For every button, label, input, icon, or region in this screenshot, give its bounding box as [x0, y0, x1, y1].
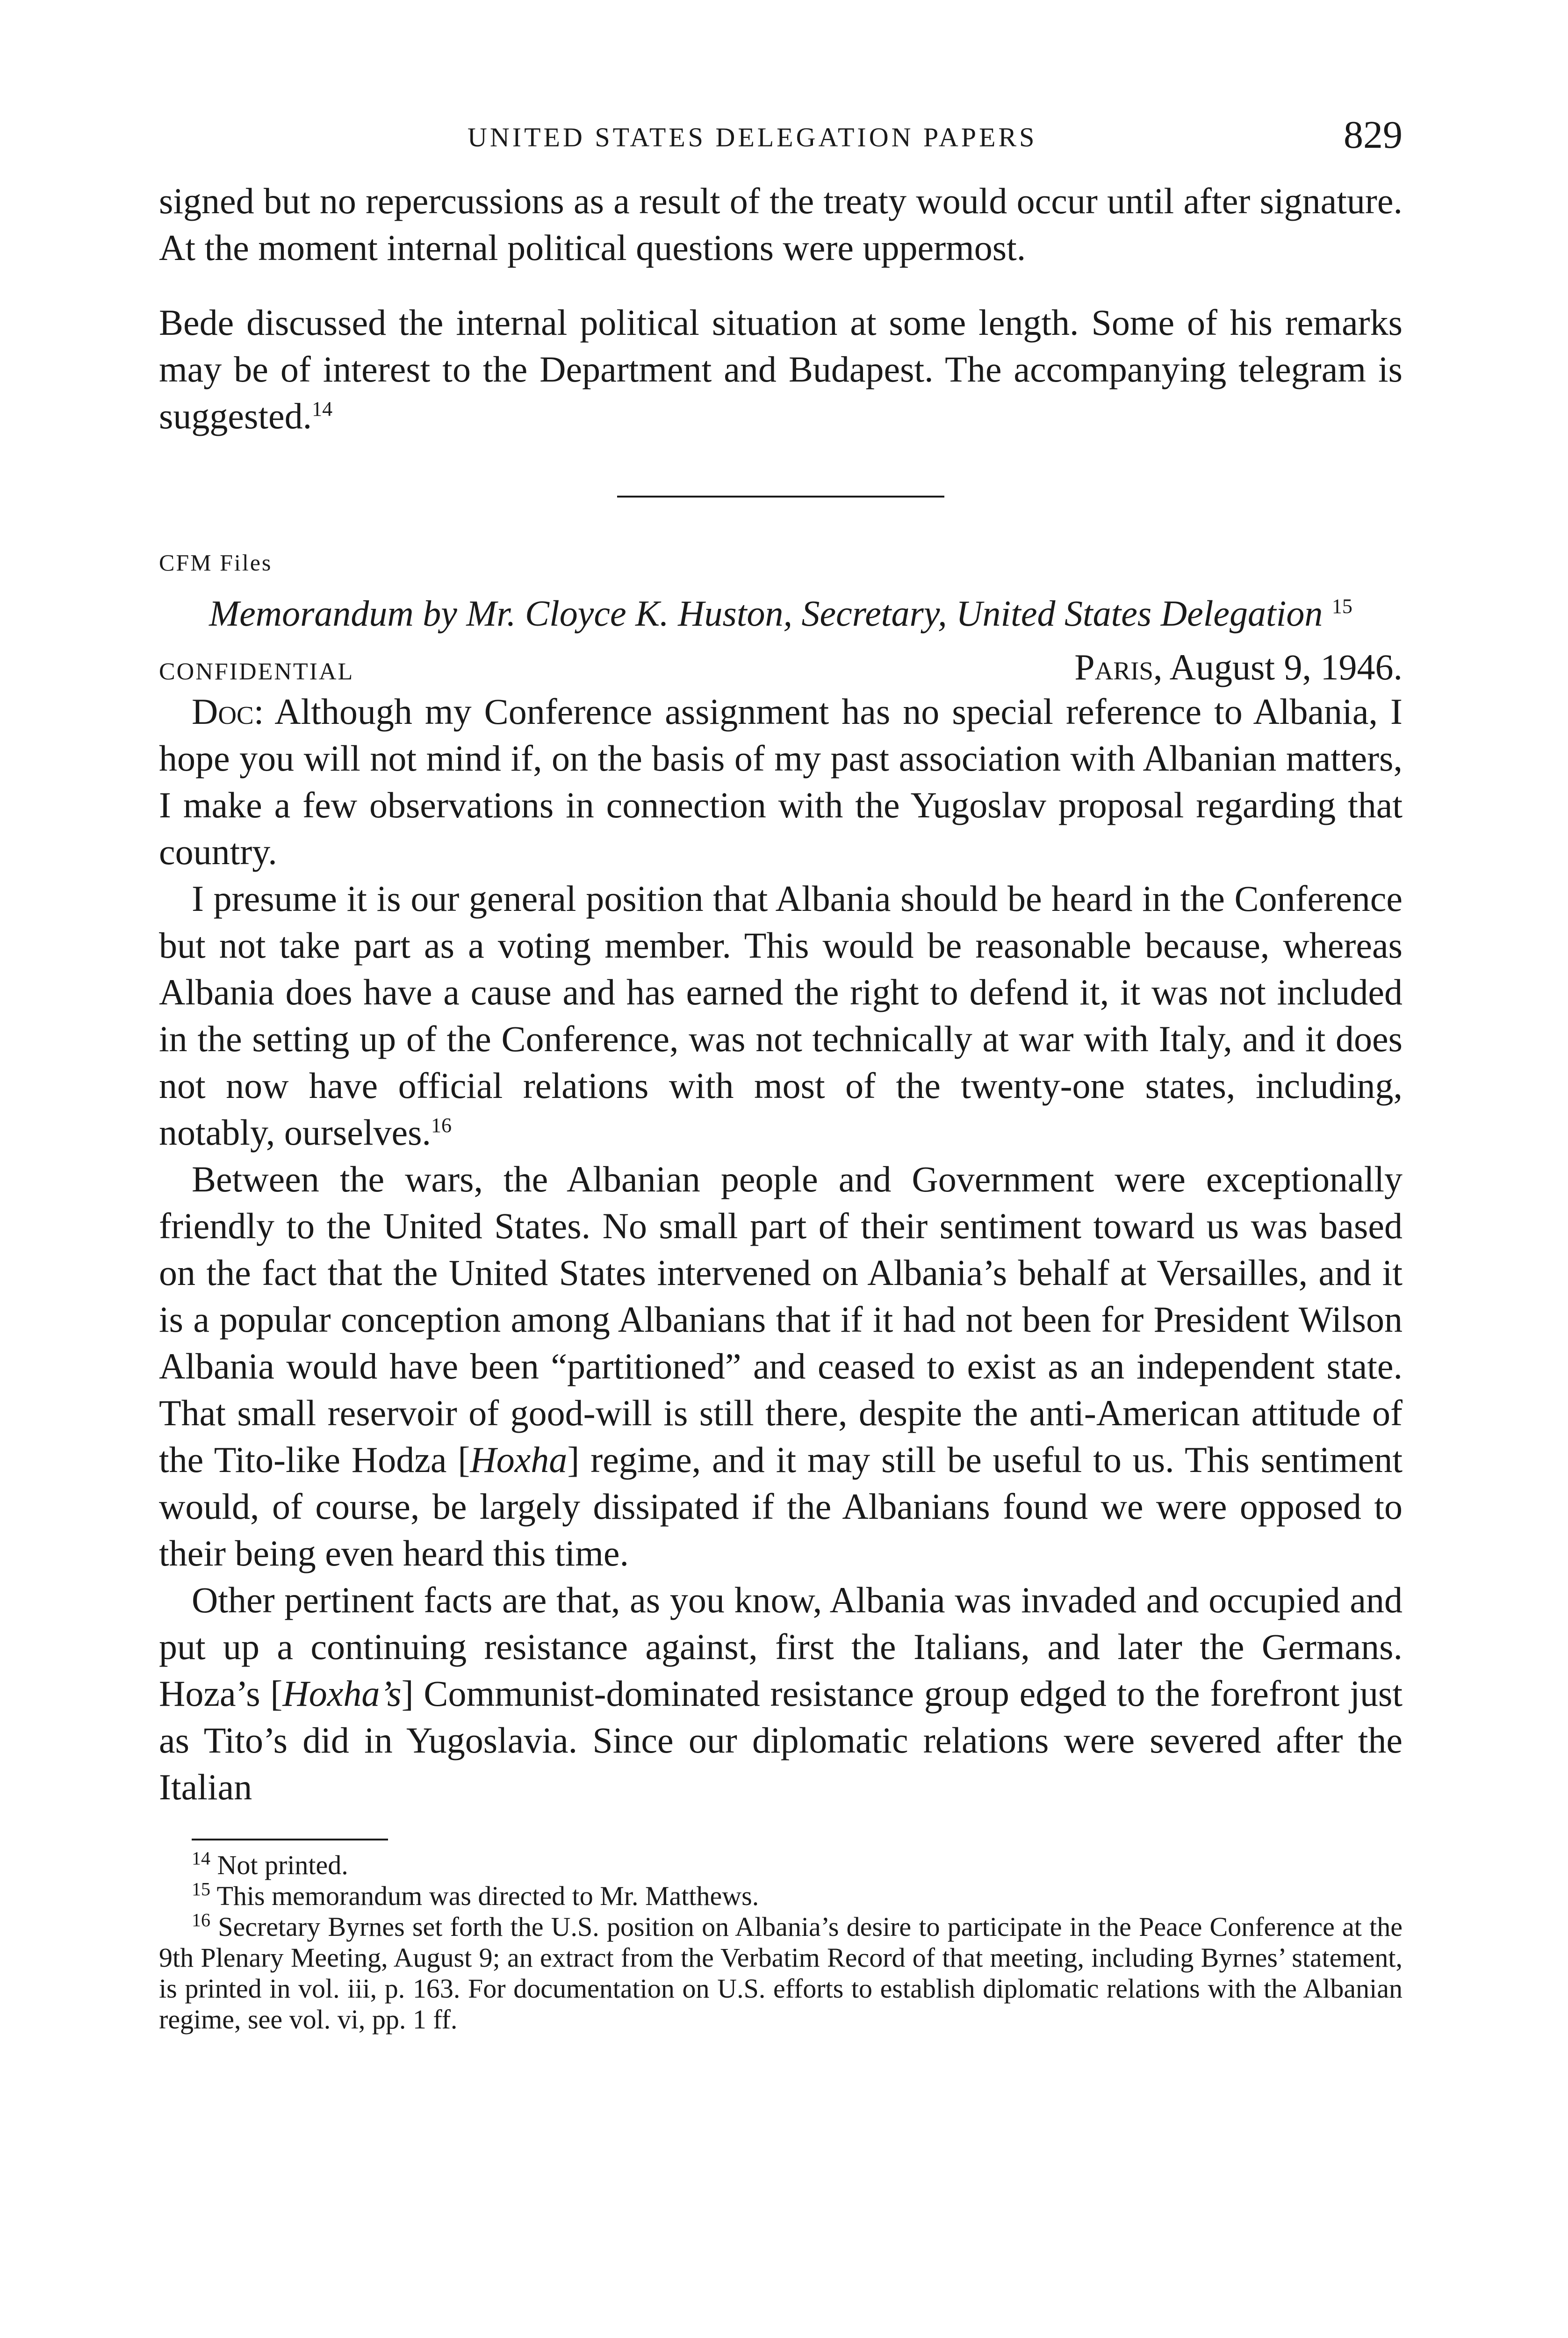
footnote	[159, 1878, 1403, 1912]
salutation: Doc:	[192, 691, 264, 732]
footnote-divider	[192, 1839, 388, 1840]
body-paragraph-2-text: I presume it is our general position that Albania should be heard in the Conference but not take part as a voting member. This would be reasonable because, whereas Albania does have a cause and has earned the right to defend it, it was not included in the setting up of the Conference, was not technically at war with Italy, and it does not now have official relations with most of the twenty-one states, including, notably, ourselves.	[159, 878, 1403, 1153]
footnote	[159, 1909, 1403, 2035]
footnote-text: Secretary Byrnes set forth the U.S. position on Albania’s desire to participate in the Peace Conference at the 9th Plenary Meeting, August 9; an extract from the Verbatim Record of that meeting, including Byrnes’ statement, is printed in vol. iii, p. 163. For documentation on U.S. efforts to establish diplomatic relations with the Albanian regime, see vol. vi, pp. 1 ff.	[159, 1912, 1403, 2035]
footnote-number: 14	[192, 1847, 210, 1869]
intro-paragraph-2	[159, 299, 1403, 440]
body-paragraph-4	[159, 1577, 1403, 1811]
date: August 9, 1946.	[1169, 647, 1403, 687]
document-title-text: Memorandum by Mr. Cloyce K. Huston, Secretary, United States Delegation	[209, 593, 1323, 634]
classification: CONFIDENTIAL	[159, 658, 354, 685]
body-paragraph-4-text-b: ] Communist-dominated resistance group edged to the forefront just as Tito’s did in Yugoslavia. Since our diplomatic relations were severed after the Italian	[159, 1673, 1403, 1807]
intro-paragraph-2-text: Bede discussed the internal political situation at some length. Some of his remarks may be of interest to the Department and Budapest. The accompanying telegram is suggested.	[159, 302, 1403, 436]
body-paragraph-3	[159, 1156, 1403, 1577]
body-paragraph-1	[159, 688, 1403, 875]
document-source: CFM Files	[159, 549, 273, 576]
section-divider	[617, 496, 944, 498]
footnote-ref-14: 14	[312, 397, 333, 420]
place: Paris,	[1074, 647, 1163, 687]
body-paragraph-1-text: Although my Conference assignment has no special reference to Albania, I hope you will not mind if, on the basis of my past association with Albanian matters, I make a few observations in connection with the Yugoslav proposal regarding that country.	[159, 691, 1403, 872]
page-number: 829	[1344, 113, 1403, 157]
editorial-correction-hoxhas: Hoxha’s	[282, 1673, 402, 1714]
body-paragraph-3-text-a: Between the wars, the Albanian people and Government were exceptionally friendly to the United States. No small part of their sentiment toward us was based on the fact that the United States intervened on Albania’s behalf at Versailles, and it is a popular conception among Albanians that if it had not been for President Wilson Albania would have been “partitioned” and ceased to exist as an independent state. That small reservoir of good-will is still there, despite the anti-American attitude of the Tito-like Hodza [	[159, 1159, 1403, 1480]
running-title: UNITED STATES DELEGATION PAPERS	[468, 122, 1037, 152]
body-paragraph-4-text-a: Other pertinent facts are that, as you know, Albania was invaded and occupied and put up a continuing resistance against, first the Italians, and later the Germans. Hoza’s [	[159, 1580, 1403, 1714]
footnote-number: 16	[192, 1909, 210, 1931]
dateline	[159, 646, 1403, 688]
editorial-correction-hoxha: Hoxha	[470, 1439, 568, 1480]
footnote-ref-15: 15	[1331, 595, 1352, 618]
footnotes	[159, 1847, 1403, 2035]
footnote-number: 15	[192, 1878, 210, 1900]
footnote	[159, 1847, 1403, 1881]
footnote-text: This memorandum was directed to Mr. Matthews.	[216, 1881, 759, 1911]
footnote-ref-16: 16	[431, 1114, 452, 1137]
body-paragraph-2	[159, 875, 1403, 1156]
intro-paragraph-1: signed but no repercussions as a result of the treaty would occur until after signature. At the moment internal political questions were uppermost.	[159, 180, 1403, 268]
footnote-text: Not printed.	[217, 1850, 348, 1880]
place-date	[1074, 646, 1403, 688]
page	[159, 108, 1403, 2035]
running-head	[159, 108, 1403, 168]
body-paragraph-3-text-b: ] regime, and it may still be useful to us. This sentiment would, of course, be largely dissipated if the Albanians found we were opposed to their being even heard this time.	[159, 1439, 1403, 1573]
document-title	[187, 590, 1374, 637]
